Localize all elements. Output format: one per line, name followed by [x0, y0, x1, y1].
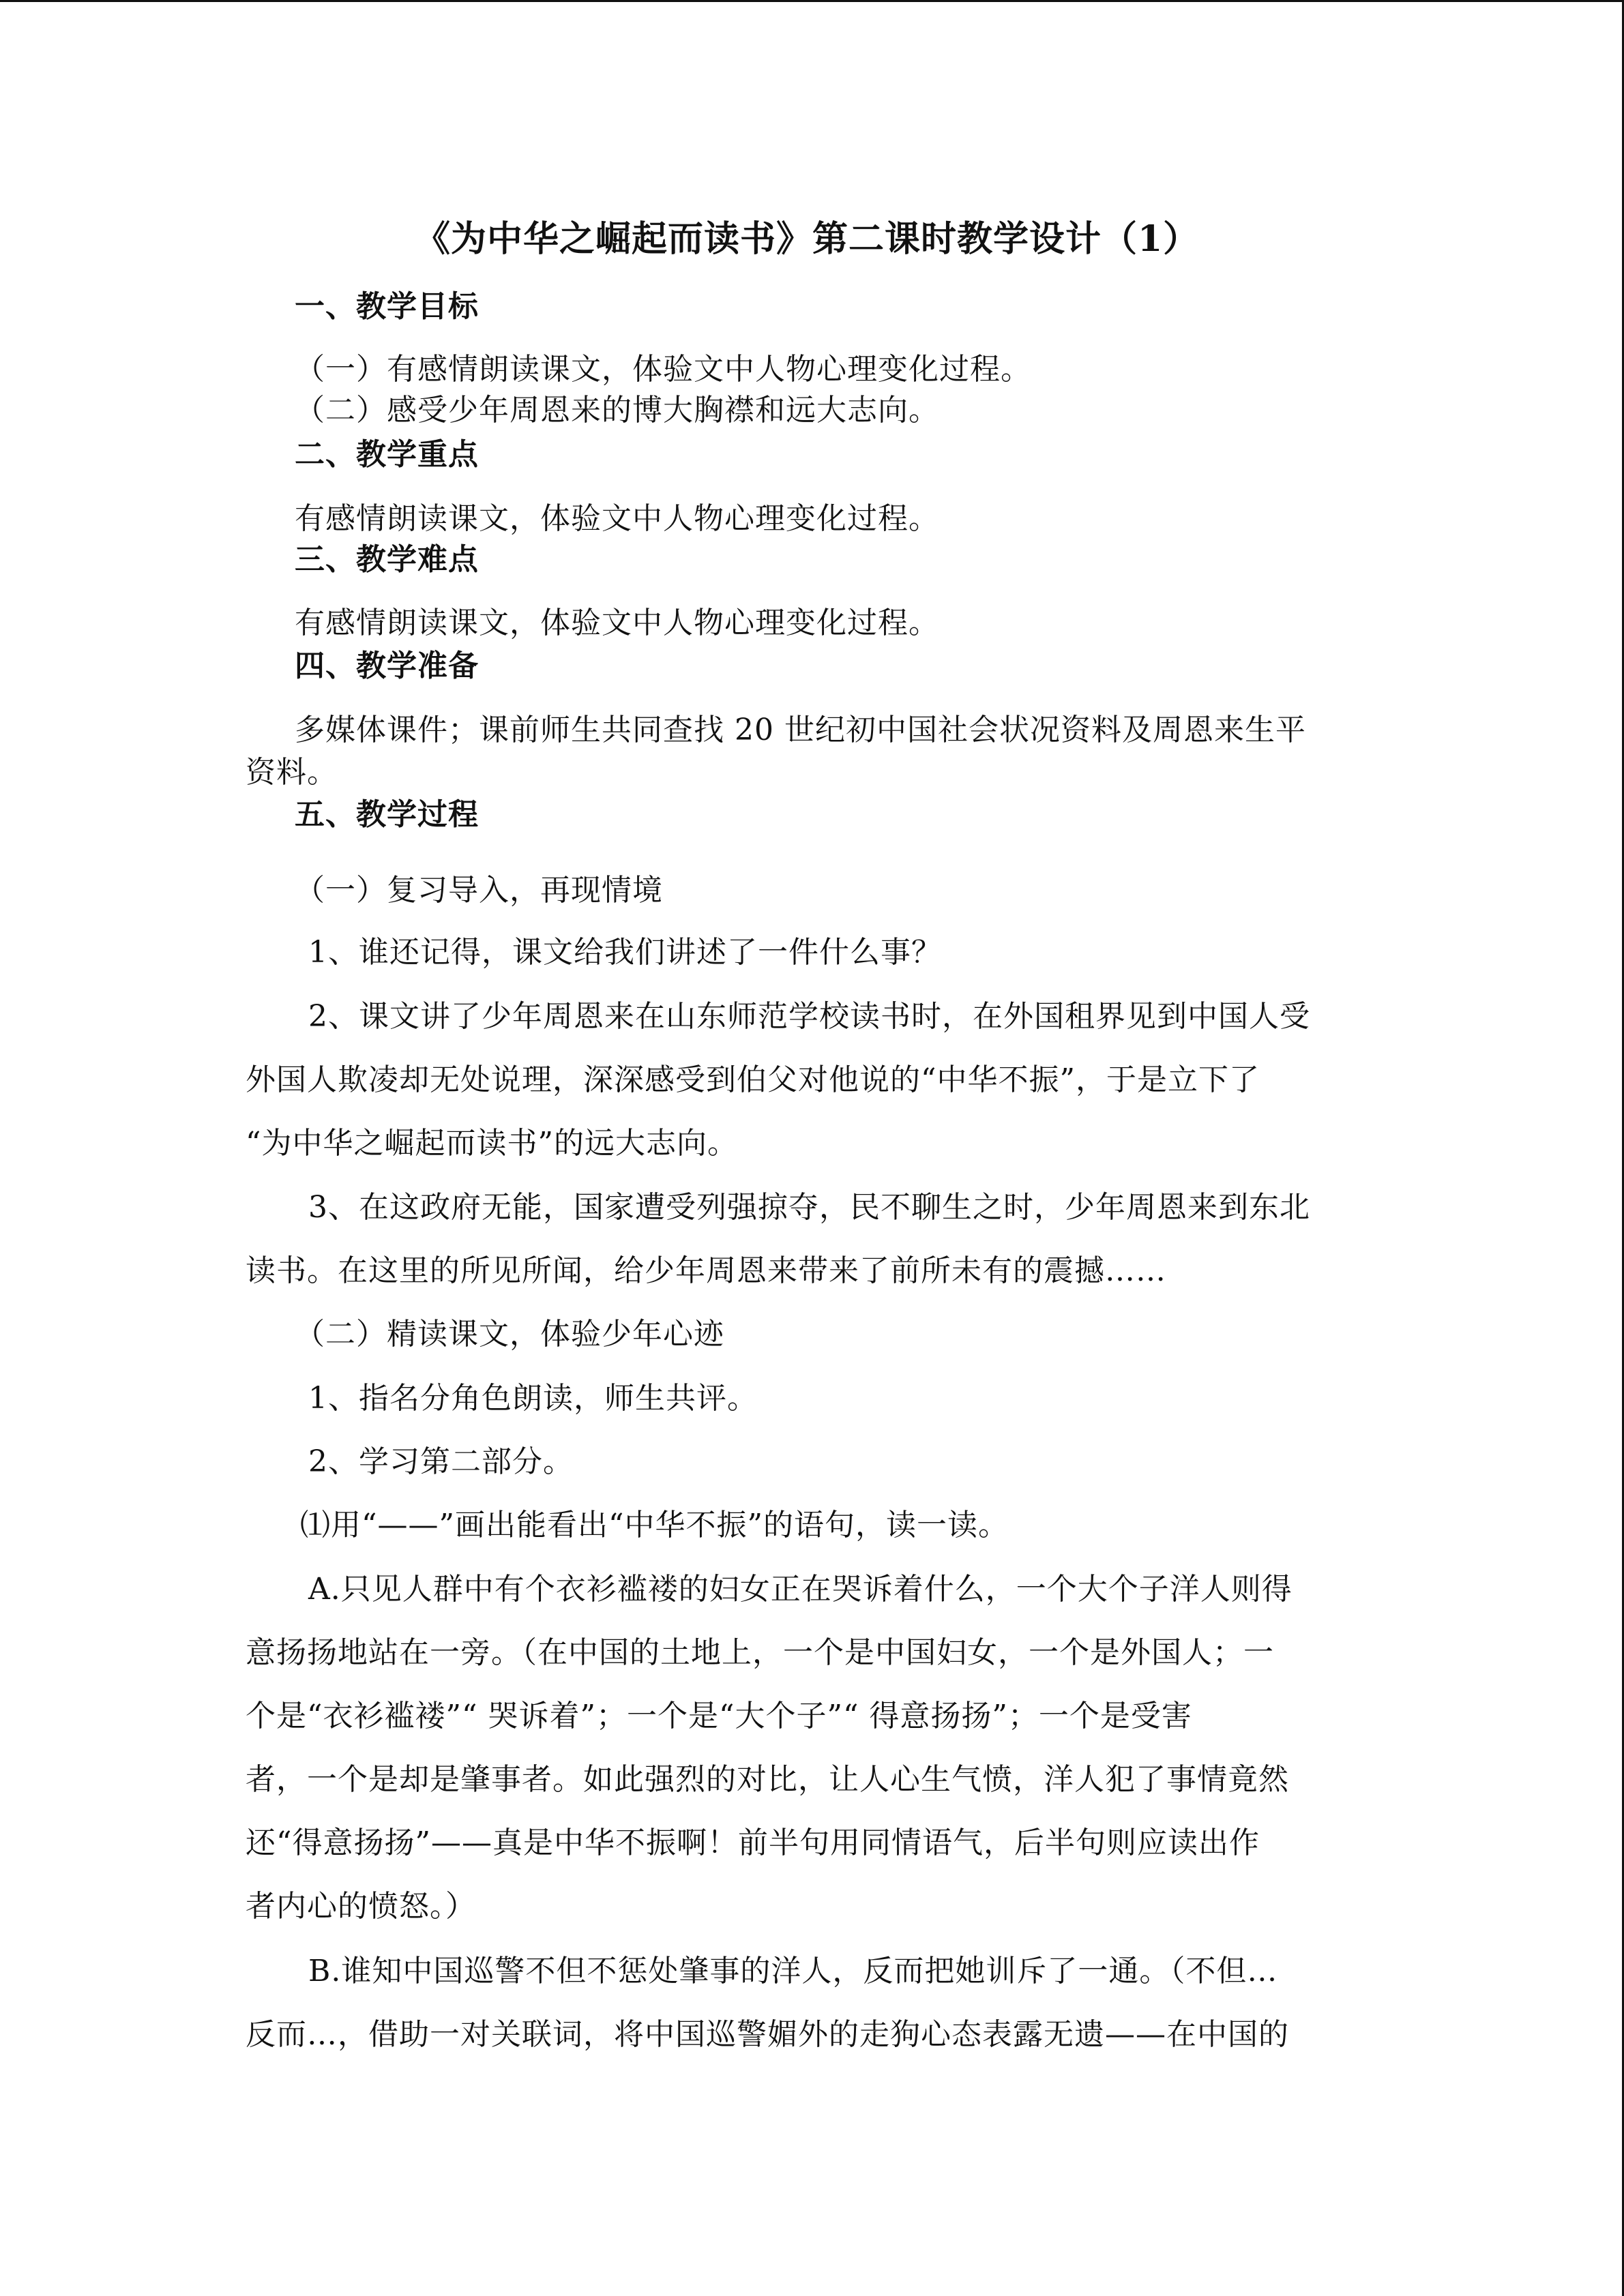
paragraph-line: ⑴用“——”画出能看出“中华不振”的语句，读一读。	[300, 1508, 1009, 1542]
paragraph-line: B.谁知中国巡警不但不惩处肇事的洋人，反而把她训斥了一通。（不但…	[308, 1954, 1278, 1988]
paragraph-line: 读书。在这里的所见所闻，给少年周恩来带来了前所未有的震撼……	[246, 1253, 1166, 1288]
paragraph-line: 还“得意扬扬”——真是中华不振啊！前半句用同情语气，后半句则应读出作	[246, 1825, 1260, 1860]
paragraph-line: 者，一个是却是肇事者。如此强烈的对比，让人心生气愤，洋人犯了事情竟然	[246, 1762, 1289, 1797]
paragraph-line: 个是“衣衫褴褛”“ 哭诉着”；一个是“大个子”“ 得意扬扬”；一个是受害	[246, 1699, 1192, 1733]
paragraph-line: 2、学习第二部分。	[308, 1444, 574, 1479]
paragraph-line: A.只见人群中有个衣衫褴褛的妇女正在哭诉着什么，一个大个子洋人则得	[308, 1572, 1293, 1607]
paragraph-line: 2、课文讲了少年周恩来在山东师范学校读书时，在外国租界见到中国人受	[308, 999, 1310, 1034]
paragraph-line: 资料。	[246, 755, 338, 790]
section-text-difficulty: 有感情朗读课文，体验文中人物心理变化过程。	[295, 606, 939, 640]
goal-item: （一）有感情朗读课文，体验文中人物心理变化过程。	[295, 352, 1031, 387]
goal-item: （二）感受少年周恩来的博大胸襟和远大志向。	[295, 393, 939, 428]
paragraph-line: “为中华之崛起而读书”的远大志向。	[246, 1126, 738, 1161]
document-title: 《为中华之崛起而读书》第二课时教学设计（1）	[415, 218, 1200, 260]
section-heading-focus: 二、教学重点	[295, 437, 479, 472]
section-heading-process: 五、教学过程	[295, 797, 479, 832]
paragraph-line: 反而…，借助一对关联词，将中国巡警媚外的走狗心态表露无遗——在中国的	[246, 2017, 1289, 2052]
subsection-heading: （二）精读课文，体验少年心迹	[295, 1317, 724, 1352]
paragraph-line: 1、谁还记得，课文给我们讲述了一件什么事？	[308, 935, 942, 970]
paragraph-line: 3、在这政府无能，国家遭受列强掠夺，民不聊生之时，少年周恩来到东北	[308, 1190, 1310, 1225]
section-heading-goals: 一、教学目标	[295, 289, 479, 324]
section-heading-preparation: 四、教学准备	[295, 648, 479, 683]
paragraph-line: 多媒体课件；课前师生共同查找 20 世纪初中国社会状况资料及周恩来生平	[295, 713, 1306, 747]
paragraph-line: 1、指名分角色朗读，师生共评。	[308, 1381, 758, 1416]
section-heading-difficulty: 三、教学难点	[295, 542, 479, 577]
paragraph-line: 意扬扬地站在一旁。（在中国的土地上，一个是中国妇女，一个是外国人；一	[246, 1635, 1274, 1670]
section-text-focus: 有感情朗读课文，体验文中人物心理变化过程。	[295, 501, 939, 536]
paragraph-line: 外国人欺凌却无处说理，深深感受到伯父对他说的“中华不振”，于是立下了	[246, 1062, 1260, 1097]
subsection-heading: （一）复习导入，再现情境	[295, 873, 663, 908]
paragraph-line: 者内心的愤怒。）	[246, 1889, 476, 1924]
